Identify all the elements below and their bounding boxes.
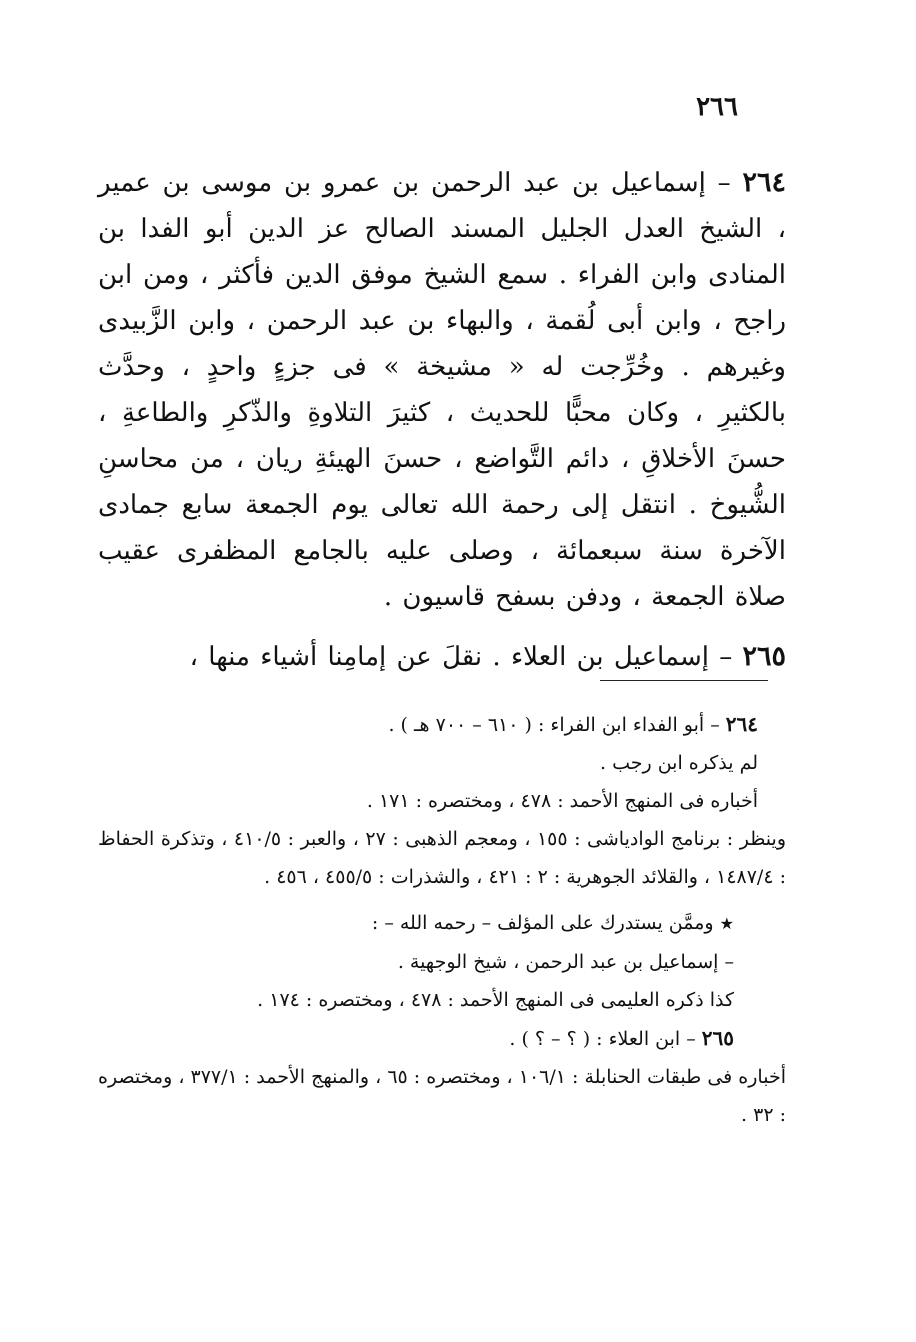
entry-264 bbox=[98, 160, 786, 620]
entry-number: ٢٦٤ bbox=[742, 167, 786, 198]
entry-text: – إسماعيل بن عبد الرحمن بن عمرو بن موسى بن عمير ، الشيخ العدل الجليل المسند الصالح عز الدين أبو الفدا بن المنادى وابن الفراء . سمع الشيخ موفق الدين فأكثر ، ومن ابن راجح ، وابن أبى لُقمة ، والبهاء بن عبد الرحمن ، وابن الزَّبيدى وغيرهم . وخُرِّجت له « مشيخة » فى جزءٍ واحدٍ ، وحدَّث بالكثيرِ ، وكان محبًّا للحديث ، كثيرَ التلاوةِ والذّكرِ والطاعةِ ، حسنَ الأخلاقِ ، دائم التَّواضع ، حسنَ الهيئةِ ريان ، من محاسنِ الشُّيوخ . انتقل إلى رحمة الله تعالى يوم الجمعة سابع جمادى الآخرة سنة سبعمائة ، وصلى عليه بالجامع المظفرى عقيب صلاة الجمعة ، ودفن بسفح قاسيون . bbox=[98, 168, 786, 612]
footnote-line: أخباره فى المنهج الأحمد : ٤٧٨ ، ومختصره : ١٧١ . bbox=[366, 790, 758, 812]
page-number: ٢٦٦ bbox=[696, 92, 738, 122]
footnotes bbox=[98, 705, 786, 1134]
footnote-number: ٢٦٥ bbox=[701, 1026, 734, 1050]
main-text bbox=[98, 160, 786, 680]
entry-text: – إسماعيل بن العلاء . نقلَ عن إمامِنا أشياء منها ، bbox=[189, 642, 743, 672]
entry-265 bbox=[98, 634, 786, 680]
footnote-line: لم يذكره ابن رجب . bbox=[600, 752, 758, 774]
footnote-number: ٢٦٤ bbox=[725, 712, 758, 736]
addendum-heading: ★ وممَّن يستدرك على المؤلف – رحمه الله – : bbox=[371, 912, 734, 934]
footnote-line: كذا ذكره العليمى فى المنهج الأحمد : ٤٧٨ ، ومختصره : ١٧٤ . bbox=[257, 989, 734, 1011]
footnote-line: وينظر : برنامج الوادياشى : ١٥٥ ، ومعجم الذهبى : ٢٧ ، والعبر : ٤١٠/٥ ، وتذكرة الحفاظ : ١٤٨٧/٤ ، والقلائد الجوهرية : ٢ : ٤٢١ ، والشذرات : ٤٥٥/٥ ، ٤٥٦ . bbox=[98, 828, 786, 888]
entry-number: ٢٦٥ bbox=[742, 641, 786, 672]
footnote-line: أخباره فى طبقات الحنابلة : ١٠٦/١ ، ومختصره : ٦٥ ، والمنهج الأحمد : ٣٧٧/١ ، ومختصره : ٣٢ . bbox=[98, 1066, 786, 1126]
star-icon: ★ bbox=[719, 914, 734, 933]
footnote-265-heading: ٢٦٥ – ابن العلاء : ( ؟ – ؟ ) . bbox=[509, 1026, 734, 1050]
footnote-separator bbox=[600, 680, 768, 681]
footnote-line: – إسماعيل بن عبد الرحمن ، شيخ الوجهية . bbox=[397, 951, 734, 973]
footnote-264-heading: ٢٦٤ – أبو الفداء ابن الفراء : ( ٦١٠ – ٧٠٠ هـ ) . bbox=[388, 712, 758, 736]
